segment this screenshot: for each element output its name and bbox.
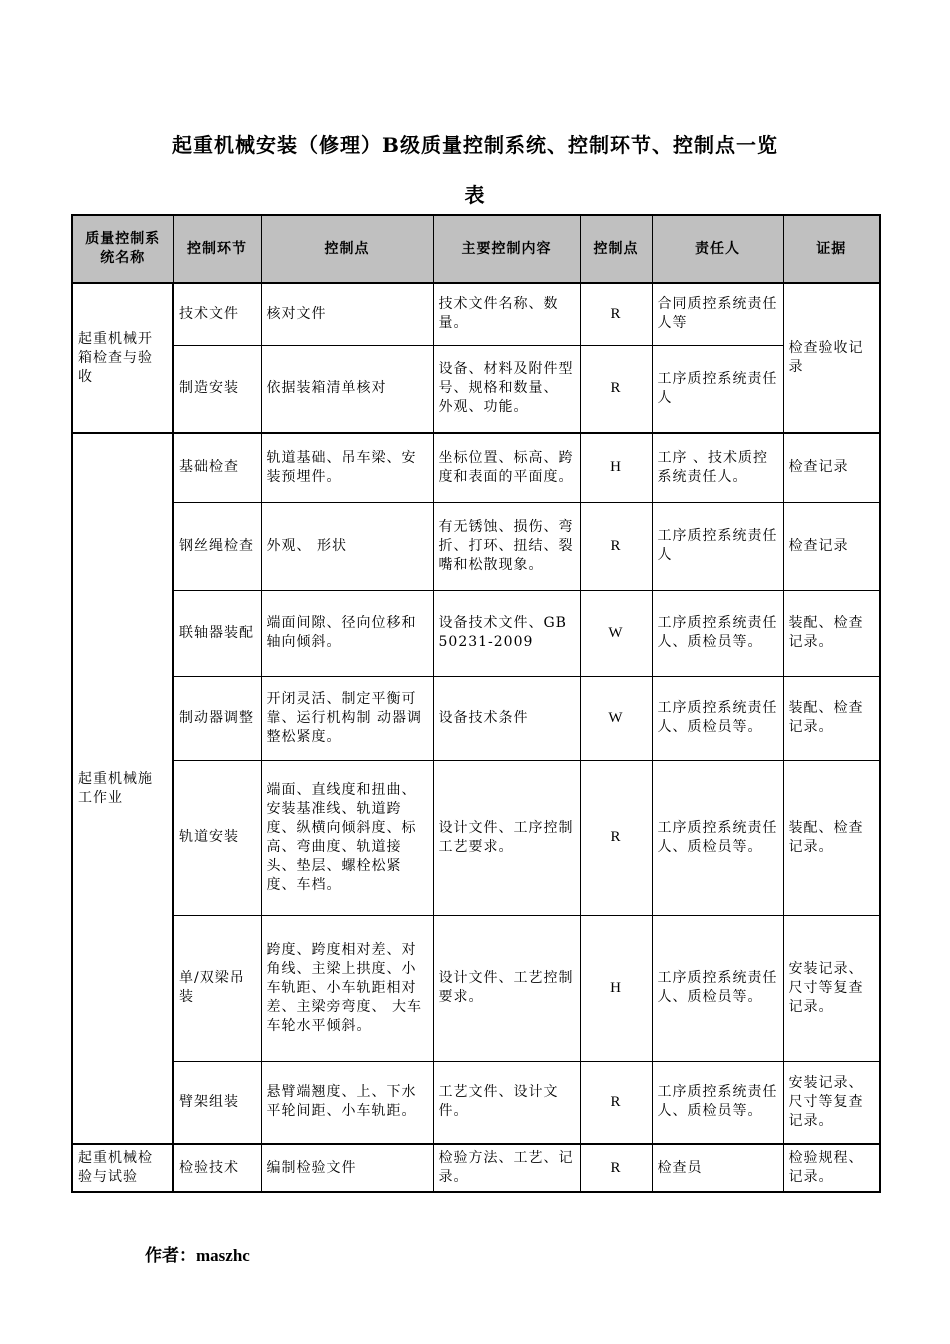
point-cell: 跨度、跨度相对差、对角线、主梁上拱度、小车轨距、小车轨距相对差、主梁旁弯度、 大车车轮水平倾斜。: [261, 915, 433, 1061]
point-cell: 依据装箱清单核对: [261, 345, 433, 433]
owner-cell: 合同质控系统责任人等: [652, 283, 783, 345]
header-level: 控制点: [580, 215, 652, 283]
owner-cell: 工序质控系统责任人、质检员等。: [652, 590, 783, 676]
point-cell: 悬臂端翘度、上、下水平轮间距、小车轨距。: [261, 1061, 433, 1144]
table-row: [72, 760, 880, 915]
author-label: 作者：: [145, 1246, 196, 1265]
point-cell: 端面、直线度和扭曲、安装基准线、轨道跨度、纵横向倾斜度、标高、弯曲度、轨道接头、垫层、螺栓松紧度、车档。: [261, 760, 433, 915]
point-cell: 开闭灵活、制定平衡可靠、运行机构制 动器调整松紧度。: [261, 676, 433, 760]
level-cell: H: [580, 915, 652, 1061]
header-stage: 控制环节: [173, 215, 261, 283]
table-row: [72, 502, 880, 590]
content-cell: 检验方法、工艺、记录。: [433, 1144, 580, 1192]
stage-cell: 制造安装: [173, 345, 261, 433]
content-cell: 设计文件、工艺控制要求。: [433, 915, 580, 1061]
stage-cell: 单/双梁吊装: [173, 915, 261, 1061]
level-cell: R: [580, 283, 652, 345]
owner-cell: 工序质控系统责任人: [652, 502, 783, 590]
evidence-cell: 检查验收记录: [783, 283, 880, 433]
level-cell: W: [580, 590, 652, 676]
level-cell: W: [580, 676, 652, 760]
owner-cell: 工序质控系统责任人、质检员等。: [652, 915, 783, 1061]
stage-cell: 制动器调整: [173, 676, 261, 760]
content-cell: 坐标位置、标高、跨度和表面的平面度。: [433, 433, 580, 502]
content-cell: 设备技术文件、GB50231-2009: [433, 590, 580, 676]
level-cell: R: [580, 345, 652, 433]
evidence-cell: 装配、检查记录。: [783, 590, 880, 676]
level-cell: R: [580, 1061, 652, 1144]
stage-cell: 检验技术: [173, 1144, 261, 1192]
content-cell: 技术文件名称、数量。: [433, 283, 580, 345]
stage-cell: 技术文件: [173, 283, 261, 345]
owner-cell: 工序质控系统责任人、质检员等。: [652, 676, 783, 760]
stage-cell: 基础检查: [173, 433, 261, 502]
header-system: 质量控制系统名称: [72, 215, 173, 283]
system-name: 起重机械开箱检查与验收: [72, 283, 173, 433]
header-owner: 责任人: [652, 215, 783, 283]
level-cell: H: [580, 433, 652, 502]
evidence-cell: 安装记录、尺寸等复查记录。: [783, 1061, 880, 1144]
evidence-cell: 检验规程、记录。: [783, 1144, 880, 1192]
table-row: [72, 676, 880, 760]
header-point: 控制点: [261, 215, 433, 283]
owner-cell: 工序质控系统责任人: [652, 345, 783, 433]
level-cell: R: [580, 1144, 652, 1192]
owner-cell: 工序质控系统责任人、质检员等。: [652, 1061, 783, 1144]
stage-cell: 臂架组装: [173, 1061, 261, 1144]
stage-cell: 钢丝绳检查: [173, 502, 261, 590]
quality-control-table: [71, 214, 881, 1193]
point-cell: 外观、 形状: [261, 502, 433, 590]
content-cell: 有无锈蚀、损伤、弯折、打环、扭结、裂嘴和松散现象。: [433, 502, 580, 590]
evidence-cell: 装配、检查记录。: [783, 760, 880, 915]
evidence-cell: 安装记录、尺寸等复查记录。: [783, 915, 880, 1061]
table-row: [72, 433, 880, 502]
table-row: [72, 915, 880, 1061]
table-row: [72, 1061, 880, 1144]
content-cell: 设备、材料及附件型号、规格和数量、 外观、功能。: [433, 345, 580, 433]
level-cell: R: [580, 502, 652, 590]
evidence-cell: 检查记录: [783, 433, 880, 502]
point-cell: 编制检验文件: [261, 1144, 433, 1192]
owner-cell: 工序质控系统责任人、质检员等。: [652, 760, 783, 915]
table-row: [72, 345, 880, 433]
content-cell: 设计文件、工序控制工艺要求。: [433, 760, 580, 915]
author-line: [145, 1241, 250, 1266]
system-name: 起重机械施工作业: [72, 433, 173, 1144]
header-content: 主要控制内容: [433, 215, 580, 283]
header-evidence: 证据: [783, 215, 880, 283]
content-cell: 工艺文件、设计文件。: [433, 1061, 580, 1144]
table-row: [72, 283, 880, 345]
evidence-cell: 装配、检查记录。: [783, 676, 880, 760]
stage-cell: 轨道安装: [173, 760, 261, 915]
owner-cell: 检查员: [652, 1144, 783, 1192]
document-title-continued: 表: [464, 183, 486, 207]
table-row: [72, 590, 880, 676]
point-cell: 核对文件: [261, 283, 433, 345]
system-name: 起重机械检验与试验: [72, 1144, 173, 1192]
point-cell: 端面间隙、径向位移和轴向倾斜。: [261, 590, 433, 676]
level-cell: R: [580, 760, 652, 915]
owner-cell: 工序 、技术质控系统责任人。: [652, 433, 783, 502]
table-row: [72, 1144, 880, 1192]
content-cell: 设备技术条件: [433, 676, 580, 760]
author-name: maszhc: [196, 1246, 250, 1265]
document-title: 起重机械安装（修理）B级质量控制系统、控制环节、控制点一览: [172, 133, 778, 157]
stage-cell: 联轴器装配: [173, 590, 261, 676]
evidence-cell: 检查记录: [783, 502, 880, 590]
point-cell: 轨道基础、吊车梁、安装预埋件。: [261, 433, 433, 502]
table-header-row: [72, 215, 880, 283]
